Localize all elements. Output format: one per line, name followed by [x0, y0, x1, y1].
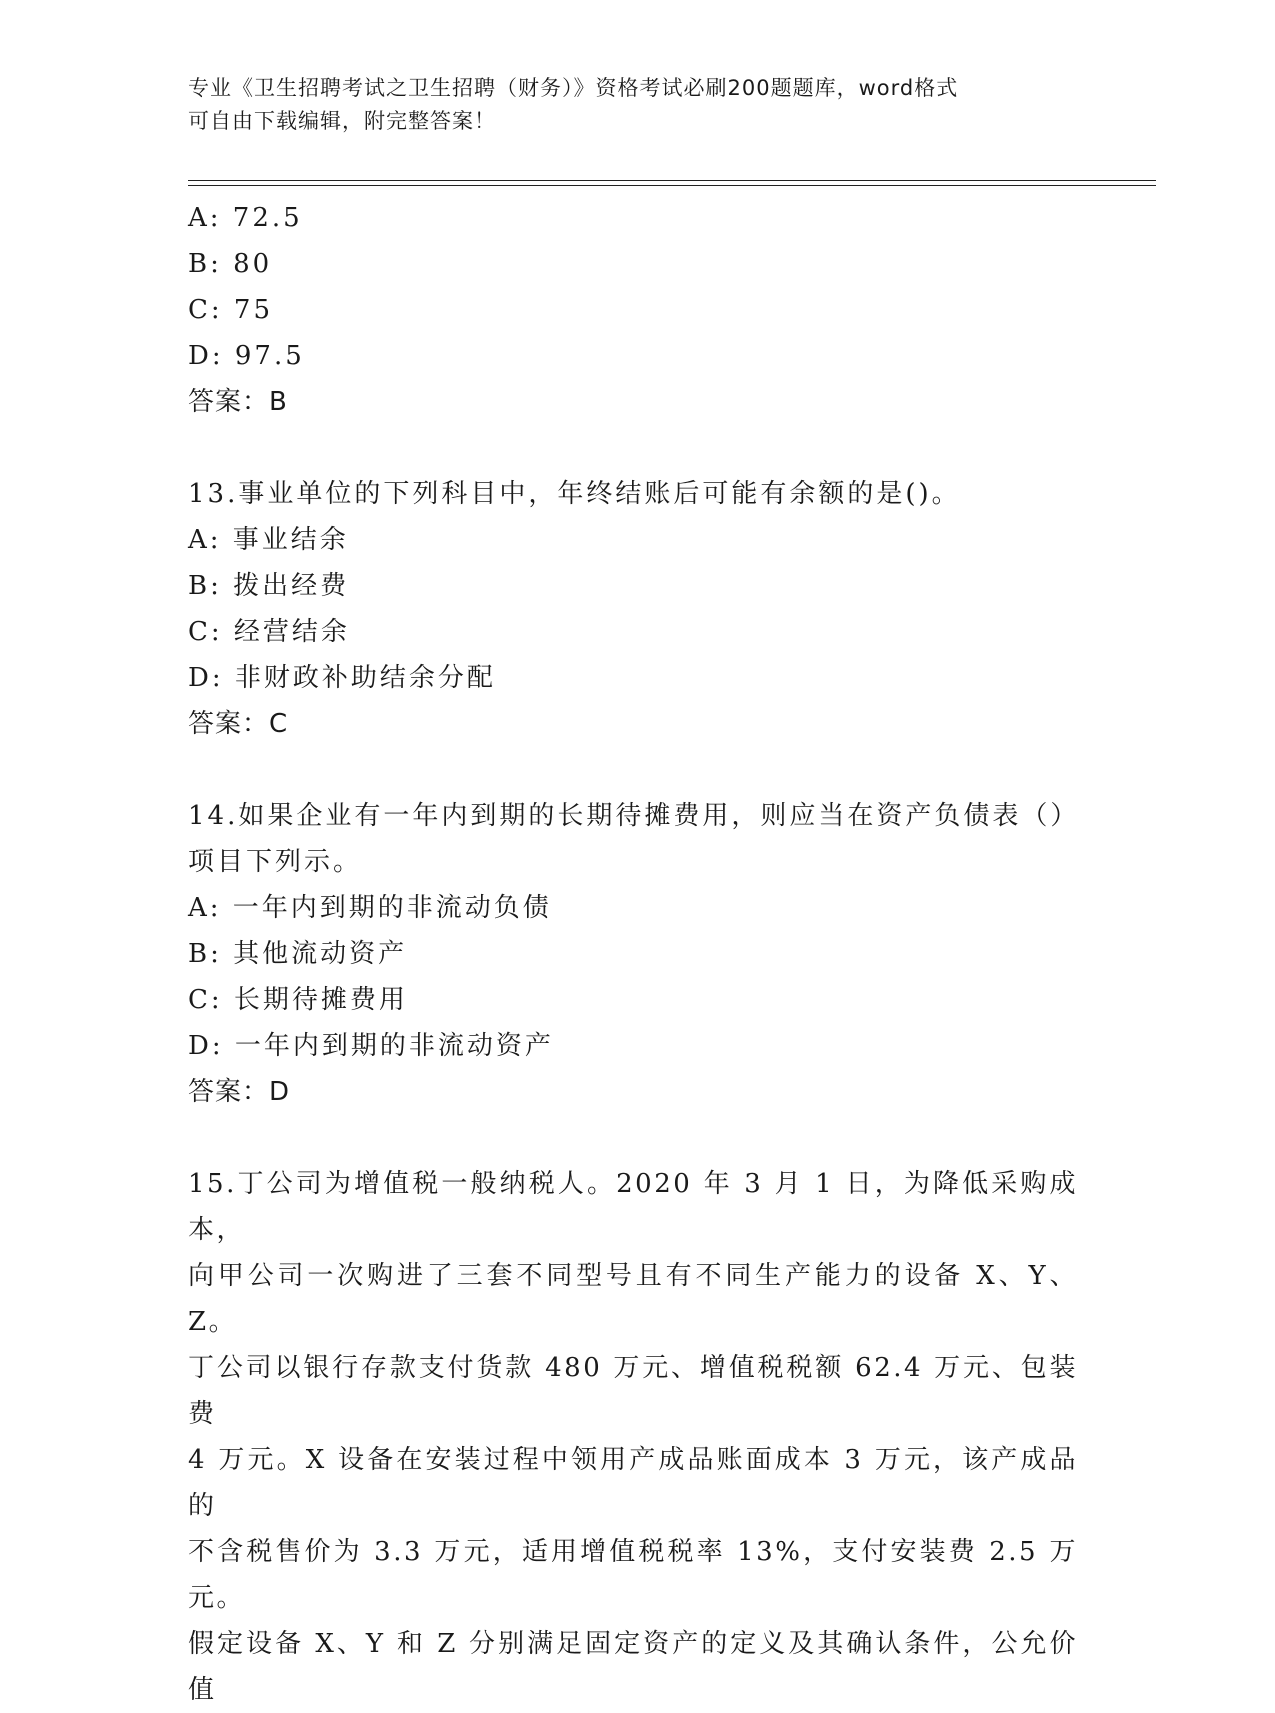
question-text: 13.事业单位的下列科目中，年终结账后可能有余额的是()。	[188, 479, 961, 509]
option-b: B: 80	[188, 249, 273, 279]
option-d: D: 一年内到期的非流动资产	[188, 1031, 554, 1061]
question-15	[188, 1161, 1088, 1713]
answer: 答案：D	[188, 1077, 291, 1107]
option-c: C: 75	[188, 295, 274, 325]
answer: 答案：C	[188, 709, 289, 739]
option-c: C: 经营结余	[188, 617, 350, 647]
spacer	[188, 1115, 1088, 1161]
question-text-line-2: 向甲公司一次购进了三套不同型号且有不同生产能力的设备 X、Y、Z。	[188, 1261, 1078, 1337]
document-body	[188, 195, 1088, 1713]
answer: 答案：B	[188, 387, 288, 417]
question-text-line-3: 丁公司以银行存款支付货款 480 万元、增值税税额 62.4 万元、包装费	[188, 1353, 1078, 1429]
question-text-line-2: 项目下列示。	[188, 847, 363, 877]
option-c: C: 长期待摊费用	[188, 985, 408, 1015]
document-header	[188, 72, 1068, 138]
question-text-line-1: 14.如果企业有一年内到期的长期待摊费用，则应当在资产负债表（）	[188, 801, 1080, 831]
option-b: B: 拨出经费	[188, 571, 350, 601]
header-line-2: 可自由下载编辑，附完整答案！	[188, 109, 496, 133]
header-line-1: 专业《卫生招聘考试之卫生招聘（财务）》资格考试必刷200题题库，word格式	[188, 76, 959, 100]
header-rule-bottom	[188, 185, 1156, 186]
option-a: A: 事业结余	[188, 525, 349, 555]
question-text-line-4: 4 万元。X 设备在安装过程中领用产成品账面成本 3 万元，该产成品的	[188, 1445, 1078, 1521]
question-text-line-6: 假定设备 X、Y 和 Z 分别满足固定资产的定义及其确认条件，公允价值	[188, 1629, 1078, 1705]
option-a: A: 72.5	[188, 203, 303, 233]
option-d: D: 97.5	[188, 341, 305, 371]
question-text-line-1: 15.丁公司为增值税一般纳税人。2020 年 3 月 1 日，为降低采购成本，	[188, 1169, 1078, 1245]
question-12	[188, 195, 1088, 425]
question-text-line-5: 不含税售价为 3.3 万元，适用增值税税率 13%，支付安装费 2.5 万元。	[188, 1537, 1078, 1613]
option-d: D: 非财政补助结余分配	[188, 663, 496, 693]
question-14	[188, 793, 1088, 1115]
spacer	[188, 425, 1088, 471]
option-b: B: 其他流动资产	[188, 939, 408, 969]
spacer	[188, 747, 1088, 793]
header-rule-top	[188, 180, 1156, 181]
question-13	[188, 471, 1088, 747]
option-a: A: 一年内到期的非流动负债	[188, 893, 552, 923]
